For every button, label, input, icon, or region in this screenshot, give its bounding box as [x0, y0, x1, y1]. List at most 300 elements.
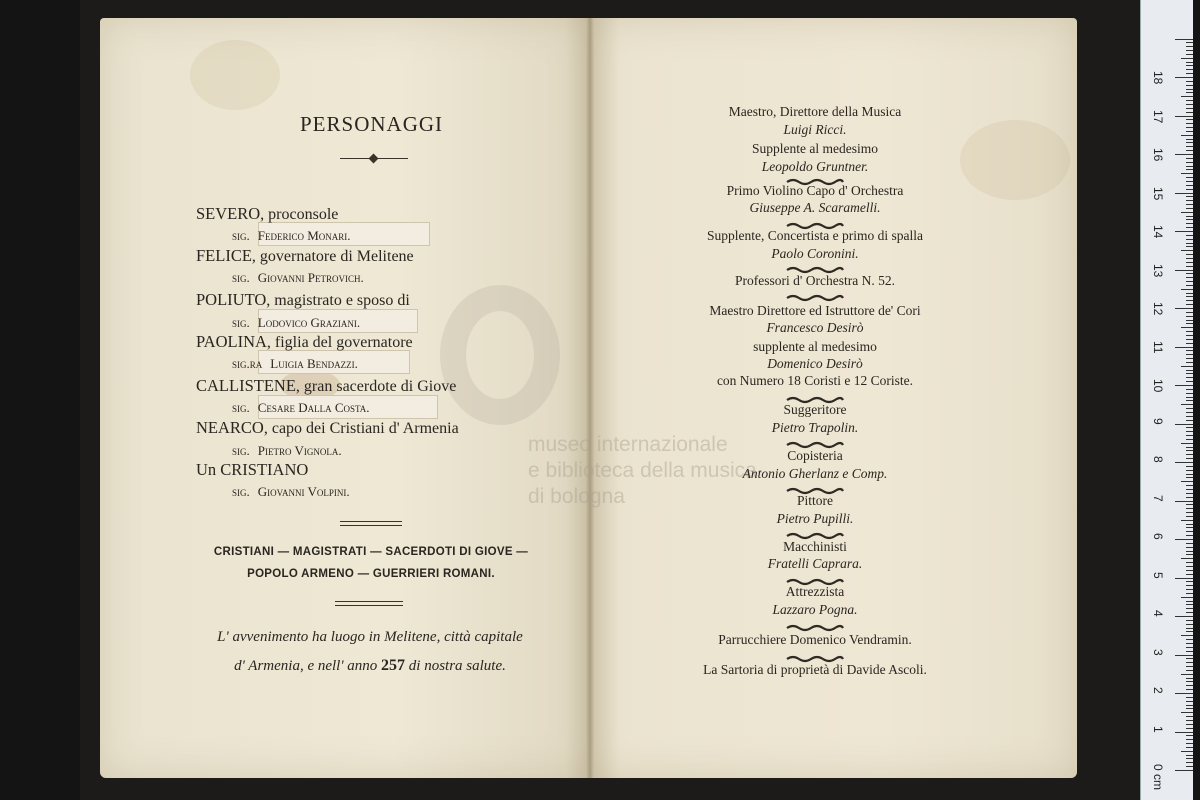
ruler-tick [1186, 651, 1193, 652]
singer-prefix: sig. [232, 315, 250, 330]
wave-divider [785, 655, 845, 663]
ruler-tick [1186, 685, 1193, 686]
ruler-tick [1175, 385, 1193, 386]
ruler-tick [1186, 439, 1193, 440]
ruler-tick [1186, 277, 1193, 278]
character-name: PAOLINA [196, 332, 267, 351]
ruler-tick [1181, 520, 1193, 521]
ruler-tick [1175, 154, 1193, 155]
ruler-tick [1186, 758, 1193, 759]
ruler-tick [1181, 289, 1193, 290]
ruler-tick [1186, 554, 1193, 555]
ruler-tick [1186, 450, 1193, 451]
ruler-tick [1186, 150, 1193, 151]
character-entry [196, 334, 413, 351]
ruler-label: 4 [1151, 610, 1165, 617]
ruler-tick [1186, 335, 1193, 336]
ruler-tick [1186, 273, 1193, 274]
paper-stain [190, 40, 280, 110]
singer-entry [232, 443, 342, 459]
singer-name: Lodovico Graziani. [257, 315, 361, 330]
ruler-tick [1175, 116, 1193, 117]
divider [340, 521, 402, 522]
ruler-tick [1186, 516, 1193, 517]
scale-ruler [1140, 0, 1193, 800]
ruler-tick [1186, 631, 1193, 632]
ruler-tick [1175, 770, 1193, 771]
ruler-tick [1186, 435, 1193, 436]
paper-stain [960, 120, 1070, 200]
credit-line: Maestro, Direttore della Musica [728, 104, 902, 119]
ruler-tick [1186, 296, 1193, 297]
ruler-tick [1186, 362, 1193, 363]
credit-line: Leopoldo Gruntner. [761, 159, 869, 174]
wave-divider [785, 178, 845, 186]
wave-divider [785, 294, 845, 302]
ruler-tick [1186, 497, 1193, 498]
wave-divider [785, 487, 845, 495]
ruler-tick [1186, 389, 1193, 390]
chorus-line: CRISTIANI — MAGISTRATI — SACERDOTI DI GIOVE — [213, 546, 529, 558]
ruler-tick [1186, 177, 1193, 178]
ruler-tick [1186, 219, 1193, 220]
ruler-tick [1175, 462, 1193, 463]
ruler-tick [1175, 270, 1193, 271]
ruler-tick [1186, 466, 1193, 467]
ruler-tick [1186, 354, 1193, 355]
ruler-tick [1181, 597, 1193, 598]
page-title: PERSONAGGI [300, 112, 444, 136]
ruler-tick [1181, 674, 1193, 675]
ruler-tick [1181, 250, 1193, 251]
ruler-label: 7 [1151, 494, 1165, 502]
credit-line: Pietro Pupilli. [776, 511, 854, 526]
ruler-tick [1186, 216, 1193, 217]
ruler-label: 12 [1151, 302, 1165, 316]
wave-divider [785, 441, 845, 449]
ruler-tick [1175, 578, 1193, 579]
ruler-label: 14 [1151, 225, 1165, 239]
ruler-tick [1186, 166, 1193, 167]
ruler-label: 13 [1151, 263, 1165, 277]
ruler-tick [1186, 200, 1193, 201]
character-entry [196, 206, 338, 223]
ruler-tick [1175, 193, 1193, 194]
ruler-tick [1186, 189, 1193, 190]
ruler-tick [1175, 308, 1193, 309]
ruler-tick [1186, 42, 1193, 43]
ruler-label: 15 [1151, 186, 1165, 200]
ruler-tick [1186, 608, 1193, 609]
ruler-tick [1186, 508, 1193, 509]
ruler-tick [1186, 574, 1193, 575]
character-name: Un CRISTIANO [196, 460, 309, 479]
ruler-tick [1186, 281, 1193, 282]
ruler-tick [1186, 620, 1193, 621]
ruler-tick [1186, 142, 1193, 143]
ruler-tick [1186, 735, 1193, 736]
ruler-tick [1175, 501, 1193, 502]
ruler-label: 3 [1151, 648, 1165, 656]
ruler-tick [1186, 447, 1193, 448]
ruler-tick [1186, 678, 1193, 679]
ruler-tick [1186, 377, 1193, 378]
ruler-label: 9 [1151, 417, 1165, 425]
ruler-tick [1186, 300, 1193, 301]
ruler-tick [1186, 266, 1193, 267]
ruler-tick [1181, 443, 1193, 444]
wave-divider [785, 532, 845, 540]
ruler-tick [1186, 69, 1193, 70]
wave-divider [785, 266, 845, 274]
ruler-tick [1186, 662, 1193, 663]
character-name: POLIUTO [196, 290, 267, 309]
credit-line: La Sartoria di proprietà di Davide Ascoli. [703, 662, 927, 677]
ruler-tick [1181, 366, 1193, 367]
chorus-line: POPOLO ARMENO — GUERRIERI ROMANI. [247, 568, 495, 580]
singer-name: Cesare Dalla Costa. [257, 400, 370, 415]
ruler-tick [1181, 404, 1193, 405]
ruler-tick [1186, 323, 1193, 324]
ruler-tick [1186, 258, 1193, 259]
ruler-tick [1175, 231, 1193, 232]
singer-name: Federico Monari. [257, 228, 351, 243]
ruler-tick [1186, 535, 1193, 536]
ruler-tick [1186, 123, 1193, 124]
ruler-tick [1186, 162, 1193, 163]
character-entry [196, 462, 308, 479]
wave-divider [785, 222, 845, 230]
ruler-tick [1186, 127, 1193, 128]
credit-line: supplente al medesimo [753, 339, 877, 354]
ruler-tick [1186, 339, 1193, 340]
ruler-tick [1186, 628, 1193, 629]
ruler-tick [1175, 732, 1193, 733]
singer-name: Pietro Vignola. [257, 443, 342, 458]
ruler-tick [1186, 50, 1193, 51]
setting-note: L' avvenimento ha luogo in Melitene, città capitale [217, 629, 523, 645]
ruler-tick [1186, 73, 1193, 74]
character-description: , gran sacerdote di Giove [295, 378, 457, 395]
ruler-tick [1186, 239, 1193, 240]
ruler-tick [1181, 135, 1193, 136]
ruler-tick [1186, 331, 1193, 332]
ruler-tick [1186, 666, 1193, 667]
ruler-tick [1186, 689, 1193, 690]
ruler-tick [1186, 681, 1193, 682]
ruler-tick [1186, 370, 1193, 371]
credit-line: Domenico Desirò [767, 356, 863, 371]
ruler-tick [1186, 81, 1193, 82]
ruler-tick [1186, 485, 1193, 486]
ruler-tick [1186, 400, 1193, 401]
ruler-tick [1175, 347, 1193, 348]
ruler-tick [1181, 327, 1193, 328]
ruler-tick [1175, 39, 1193, 40]
ruler-tick [1186, 458, 1193, 459]
character-description: , figlia del governatore [266, 334, 413, 351]
ruler-tick [1186, 420, 1193, 421]
ruler-tick [1186, 316, 1193, 317]
ruler-tick [1186, 531, 1193, 532]
ruler-tick [1186, 185, 1193, 186]
ruler-tick [1186, 504, 1193, 505]
character-description: , magistrato e sposo di [266, 292, 410, 309]
ruler-tick [1186, 131, 1193, 132]
book-gutter [586, 18, 594, 778]
credit-line: Pittore [797, 493, 833, 508]
ruler-tick [1186, 708, 1193, 709]
ruler-tick [1181, 481, 1193, 482]
ruler-tick [1186, 262, 1193, 263]
divider [340, 525, 402, 526]
credit-line: Macchinisti [783, 539, 847, 554]
ruler-tick [1186, 89, 1193, 90]
ruler-tick [1186, 720, 1193, 721]
ruler-tick [1186, 235, 1193, 236]
ruler-tick [1181, 751, 1193, 752]
ruler-tick [1175, 424, 1193, 425]
singer-name: Luigia Bendazzi. [270, 356, 358, 371]
ruler-tick [1186, 489, 1193, 490]
ruler-tick [1186, 589, 1193, 590]
singer-prefix: sig.ra [232, 356, 263, 371]
singer-prefix: sig. [232, 484, 250, 499]
ruler-label: 1 [1151, 725, 1165, 733]
ruler-tick [1186, 62, 1193, 63]
character-entry [196, 420, 459, 437]
credit-line: Antonio Gherlanz e Comp. [742, 466, 888, 481]
ruler-tick [1186, 624, 1193, 625]
credit-line: Maestro Direttore ed Istruttore de' Cori [709, 303, 921, 318]
ruler-tick [1186, 474, 1193, 475]
ruler-tick [1186, 397, 1193, 398]
credit-line: Copisteria [787, 448, 843, 463]
ruler-tick [1186, 304, 1193, 305]
singer-entry [232, 270, 364, 286]
ruler-tick [1175, 539, 1193, 540]
ruler-tick [1186, 254, 1193, 255]
ruler-tick [1181, 212, 1193, 213]
ruler-tick [1186, 381, 1193, 382]
ruler-tick [1186, 716, 1193, 717]
credit-line: Supplente al medesimo [752, 141, 878, 156]
character-description: , governatore di Melitene [251, 248, 414, 265]
ruler-tick [1186, 570, 1193, 571]
ruler-tick [1186, 658, 1193, 659]
ruler-tick [1186, 92, 1193, 93]
character-description: , capo dei Cristiani d' Armenia [263, 420, 459, 437]
character-name: CALLISTENE [196, 376, 296, 395]
setting-note [180, 657, 560, 675]
ruler-label: 16 [1151, 148, 1165, 162]
character-description: , proconsole [260, 206, 339, 223]
character-name: SEVERO [196, 204, 261, 223]
ruler-tick [1186, 724, 1193, 725]
ruler-tick [1186, 146, 1193, 147]
credit-line: Primo Violino Capo d' Orchestra [726, 183, 904, 198]
ruler-label: 11 [1151, 340, 1165, 353]
ruler-tick [1175, 693, 1193, 694]
ruler-tick [1186, 246, 1193, 247]
singer-prefix: sig. [232, 443, 250, 458]
divider [335, 601, 403, 602]
ruler-tick [1186, 54, 1193, 55]
watermark-line3: di bologna [528, 485, 625, 508]
ruler-tick [1181, 558, 1193, 559]
wave-divider [785, 624, 845, 632]
wave-divider [785, 396, 845, 404]
setting-year: 257 [381, 657, 406, 674]
singer-entry [232, 400, 370, 416]
ruler-tick [1186, 739, 1193, 740]
ruler-tick [1186, 512, 1193, 513]
ruler-tick [1186, 112, 1193, 113]
ruler-label: 5 [1151, 571, 1165, 579]
ruler-tick [1186, 454, 1193, 455]
ruler-tick [1186, 697, 1193, 698]
ruler-tick [1186, 373, 1193, 374]
ruler-tick [1186, 108, 1193, 109]
credit-line: Fratelli Caprara. [767, 556, 863, 571]
ruler-tick [1186, 701, 1193, 702]
credit-line: Supplente, Concertista e primo di spalla [707, 228, 923, 243]
credit-line: con Numero 18 Coristi e 12 Coriste. [716, 373, 914, 388]
ruler-tick [1186, 85, 1193, 86]
ruler-tick [1186, 293, 1193, 294]
credit-line: Attrezzista [785, 584, 845, 599]
watermark-logo [440, 285, 560, 425]
character-name: FELICE [196, 246, 252, 265]
ruler-tick [1181, 712, 1193, 713]
ruler-tick [1186, 350, 1193, 351]
wave-divider [785, 578, 845, 586]
credit-line: Paolo Coronini. [771, 246, 859, 261]
character-entry [196, 292, 410, 309]
singer-entry [232, 484, 350, 500]
ruler-tick [1186, 408, 1193, 409]
ruler-tick [1186, 762, 1193, 763]
singer-name: Giovanni Volpini. [257, 484, 350, 499]
ruler-tick [1186, 581, 1193, 582]
divider [335, 605, 403, 606]
setting-note-part: d' Armenia, e nell' anno [234, 658, 378, 674]
ruler-tick [1186, 223, 1193, 224]
ruler-tick [1186, 705, 1193, 706]
ruler-label: 10 [1151, 379, 1165, 393]
ruler-tick [1186, 566, 1193, 567]
character-name: NEARCO [196, 418, 264, 437]
ruler-tick [1186, 100, 1193, 101]
ruler-label: 8 [1151, 456, 1165, 463]
credit-line: Professori d' Orchestra N. 52. [735, 273, 895, 288]
ruler-tick [1186, 562, 1193, 563]
ruler-tick [1186, 493, 1193, 494]
ruler-tick [1186, 181, 1193, 182]
ruler-tick [1186, 196, 1193, 197]
setting-note-part: di nostra salute. [408, 658, 506, 674]
ruler-tick [1186, 527, 1193, 528]
ruler-tick [1186, 643, 1193, 644]
ruler-label: 17 [1151, 109, 1165, 123]
ruler-tick [1186, 393, 1193, 394]
ruler-tick [1181, 173, 1193, 174]
ruler-tick [1186, 139, 1193, 140]
ruler-tick [1186, 412, 1193, 413]
singer-entry [232, 315, 360, 331]
ruler-tick [1186, 585, 1193, 586]
ruler-tick [1186, 243, 1193, 244]
character-entry [196, 378, 456, 395]
ruler-label: 2 [1151, 687, 1165, 694]
ruler-tick [1186, 343, 1193, 344]
ruler-tick [1186, 755, 1193, 756]
ruler-label: 6 [1151, 533, 1165, 540]
ruler-tick [1186, 65, 1193, 66]
credit-line: Lazzaro Pogna. [772, 602, 858, 617]
ruler-tick [1186, 766, 1193, 767]
ruler-tick [1186, 612, 1193, 613]
ruler-tick [1186, 728, 1193, 729]
credit-line: Francesco Desirò [766, 320, 864, 335]
credit-line: Luigi Ricci. [783, 122, 847, 137]
ruler-tick [1186, 431, 1193, 432]
credit-line: Suggeritore [783, 402, 847, 417]
ruler-tick [1186, 119, 1193, 120]
ruler-tick [1186, 543, 1193, 544]
ruler-tick [1186, 358, 1193, 359]
credit-line: Parrucchiere Domenico Vendramin. [718, 632, 912, 647]
singer-prefix: sig. [232, 270, 250, 285]
ruler-tick [1186, 169, 1193, 170]
ruler-tick [1175, 655, 1193, 656]
ruler-tick [1186, 477, 1193, 478]
ruler-tick [1181, 635, 1193, 636]
watermark-line2: e biblioteca della musica [528, 459, 757, 482]
ruler-tick [1186, 427, 1193, 428]
ruler-tick [1186, 312, 1193, 313]
ruler-tick [1186, 743, 1193, 744]
ruler-tick [1186, 524, 1193, 525]
ruler-tick [1186, 551, 1193, 552]
ruler-tick [1186, 158, 1193, 159]
singer-prefix: sig. [232, 400, 250, 415]
ruler-tick [1186, 639, 1193, 640]
ruler-tick [1186, 416, 1193, 417]
ruler-tick [1186, 604, 1193, 605]
watermark-line1: museo internazionale [528, 433, 728, 456]
character-entry [196, 248, 414, 265]
credit-line: Giuseppe A. Scaramelli. [749, 200, 881, 215]
ruler-tick [1186, 104, 1193, 105]
ruler-tick [1186, 320, 1193, 321]
ruler-tick [1181, 96, 1193, 97]
ruler-label: 18 [1151, 71, 1165, 85]
ruler-tick [1186, 601, 1193, 602]
ruler-tick [1186, 285, 1193, 286]
ruler-tick [1175, 616, 1193, 617]
ruler-label: 0 cm [1151, 764, 1165, 791]
ruler-tick [1175, 77, 1193, 78]
ruler-tick [1186, 747, 1193, 748]
ruler-tick [1186, 593, 1193, 594]
ruler-tick [1186, 470, 1193, 471]
ruler-tick [1186, 547, 1193, 548]
ruler-tick [1186, 46, 1193, 47]
singer-entry [232, 356, 358, 372]
ruler-tick [1186, 204, 1193, 205]
ruler-tick [1186, 227, 1193, 228]
